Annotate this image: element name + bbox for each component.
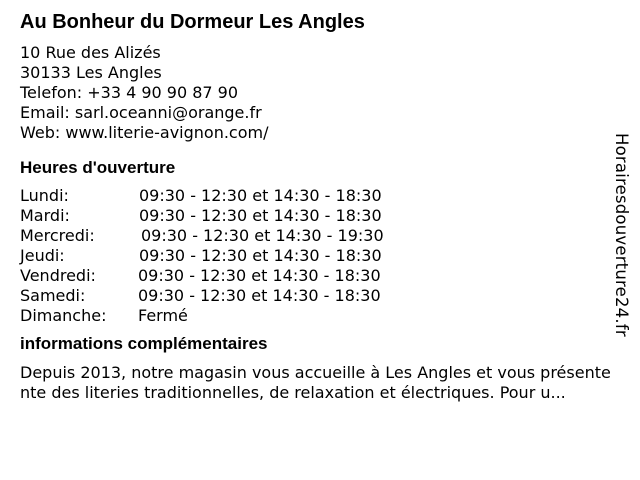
website: Web: www.literie-avignon.com/ xyxy=(20,123,269,142)
business-card xyxy=(20,9,620,403)
time-range: 09:30 - 12:30 et 14:30 - 18:30 xyxy=(139,186,382,205)
contact-block xyxy=(20,43,620,143)
hours-title: Heures d'ouverture xyxy=(20,158,176,177)
email: Email: sarl.oceanni@orange.fr xyxy=(20,103,262,122)
description-line: nte des literies traditionnelles, de relaxation et électriques. Pour u... xyxy=(20,383,566,402)
hours-row-monday xyxy=(20,186,620,206)
hours-list xyxy=(20,186,620,326)
hours-row-sunday xyxy=(20,306,620,326)
time-range: 09:30 - 12:30 et 14:30 - 18:30 xyxy=(139,206,382,225)
day-label: Jeudi: xyxy=(20,246,65,265)
hours-row-saturday xyxy=(20,286,620,306)
description-line: Depuis 2013, notre magasin vous accueille à Les Angles et vous présente xyxy=(20,363,611,382)
info-description xyxy=(20,363,615,403)
time-range: 09:30 - 12:30 et 14:30 - 18:30 xyxy=(139,246,382,265)
day-label: Dimanche: xyxy=(20,306,107,325)
business-name: Au Bonheur du Dormeur Les Angles xyxy=(20,11,365,33)
hours-row-wednesday xyxy=(20,226,620,246)
watermark: Horairesdouverture24.fr xyxy=(612,133,631,337)
hours-row-friday xyxy=(20,266,620,286)
hours-row-thursday xyxy=(20,246,620,266)
day-label: Lundi: xyxy=(20,186,69,205)
time-range: 09:30 - 12:30 et 14:30 - 19:30 xyxy=(141,226,384,245)
info-title: informations complémentaires xyxy=(20,334,268,353)
address-city: 30133 Les Angles xyxy=(20,63,162,82)
phone: Telefon: +33 4 90 90 87 90 xyxy=(20,83,239,102)
time-range: 09:30 - 12:30 et 14:30 - 18:30 xyxy=(138,286,381,305)
day-label: Mardi: xyxy=(20,206,70,225)
time-range: 09:30 - 12:30 et 14:30 - 18:30 xyxy=(138,266,381,285)
time-range: Fermé xyxy=(138,306,188,325)
day-label: Vendredi: xyxy=(20,266,96,285)
day-label: Samedi: xyxy=(20,286,86,305)
day-label: Mercredi: xyxy=(20,226,95,245)
hours-row-tuesday xyxy=(20,206,620,226)
address-street: 10 Rue des Alizés xyxy=(20,43,161,62)
